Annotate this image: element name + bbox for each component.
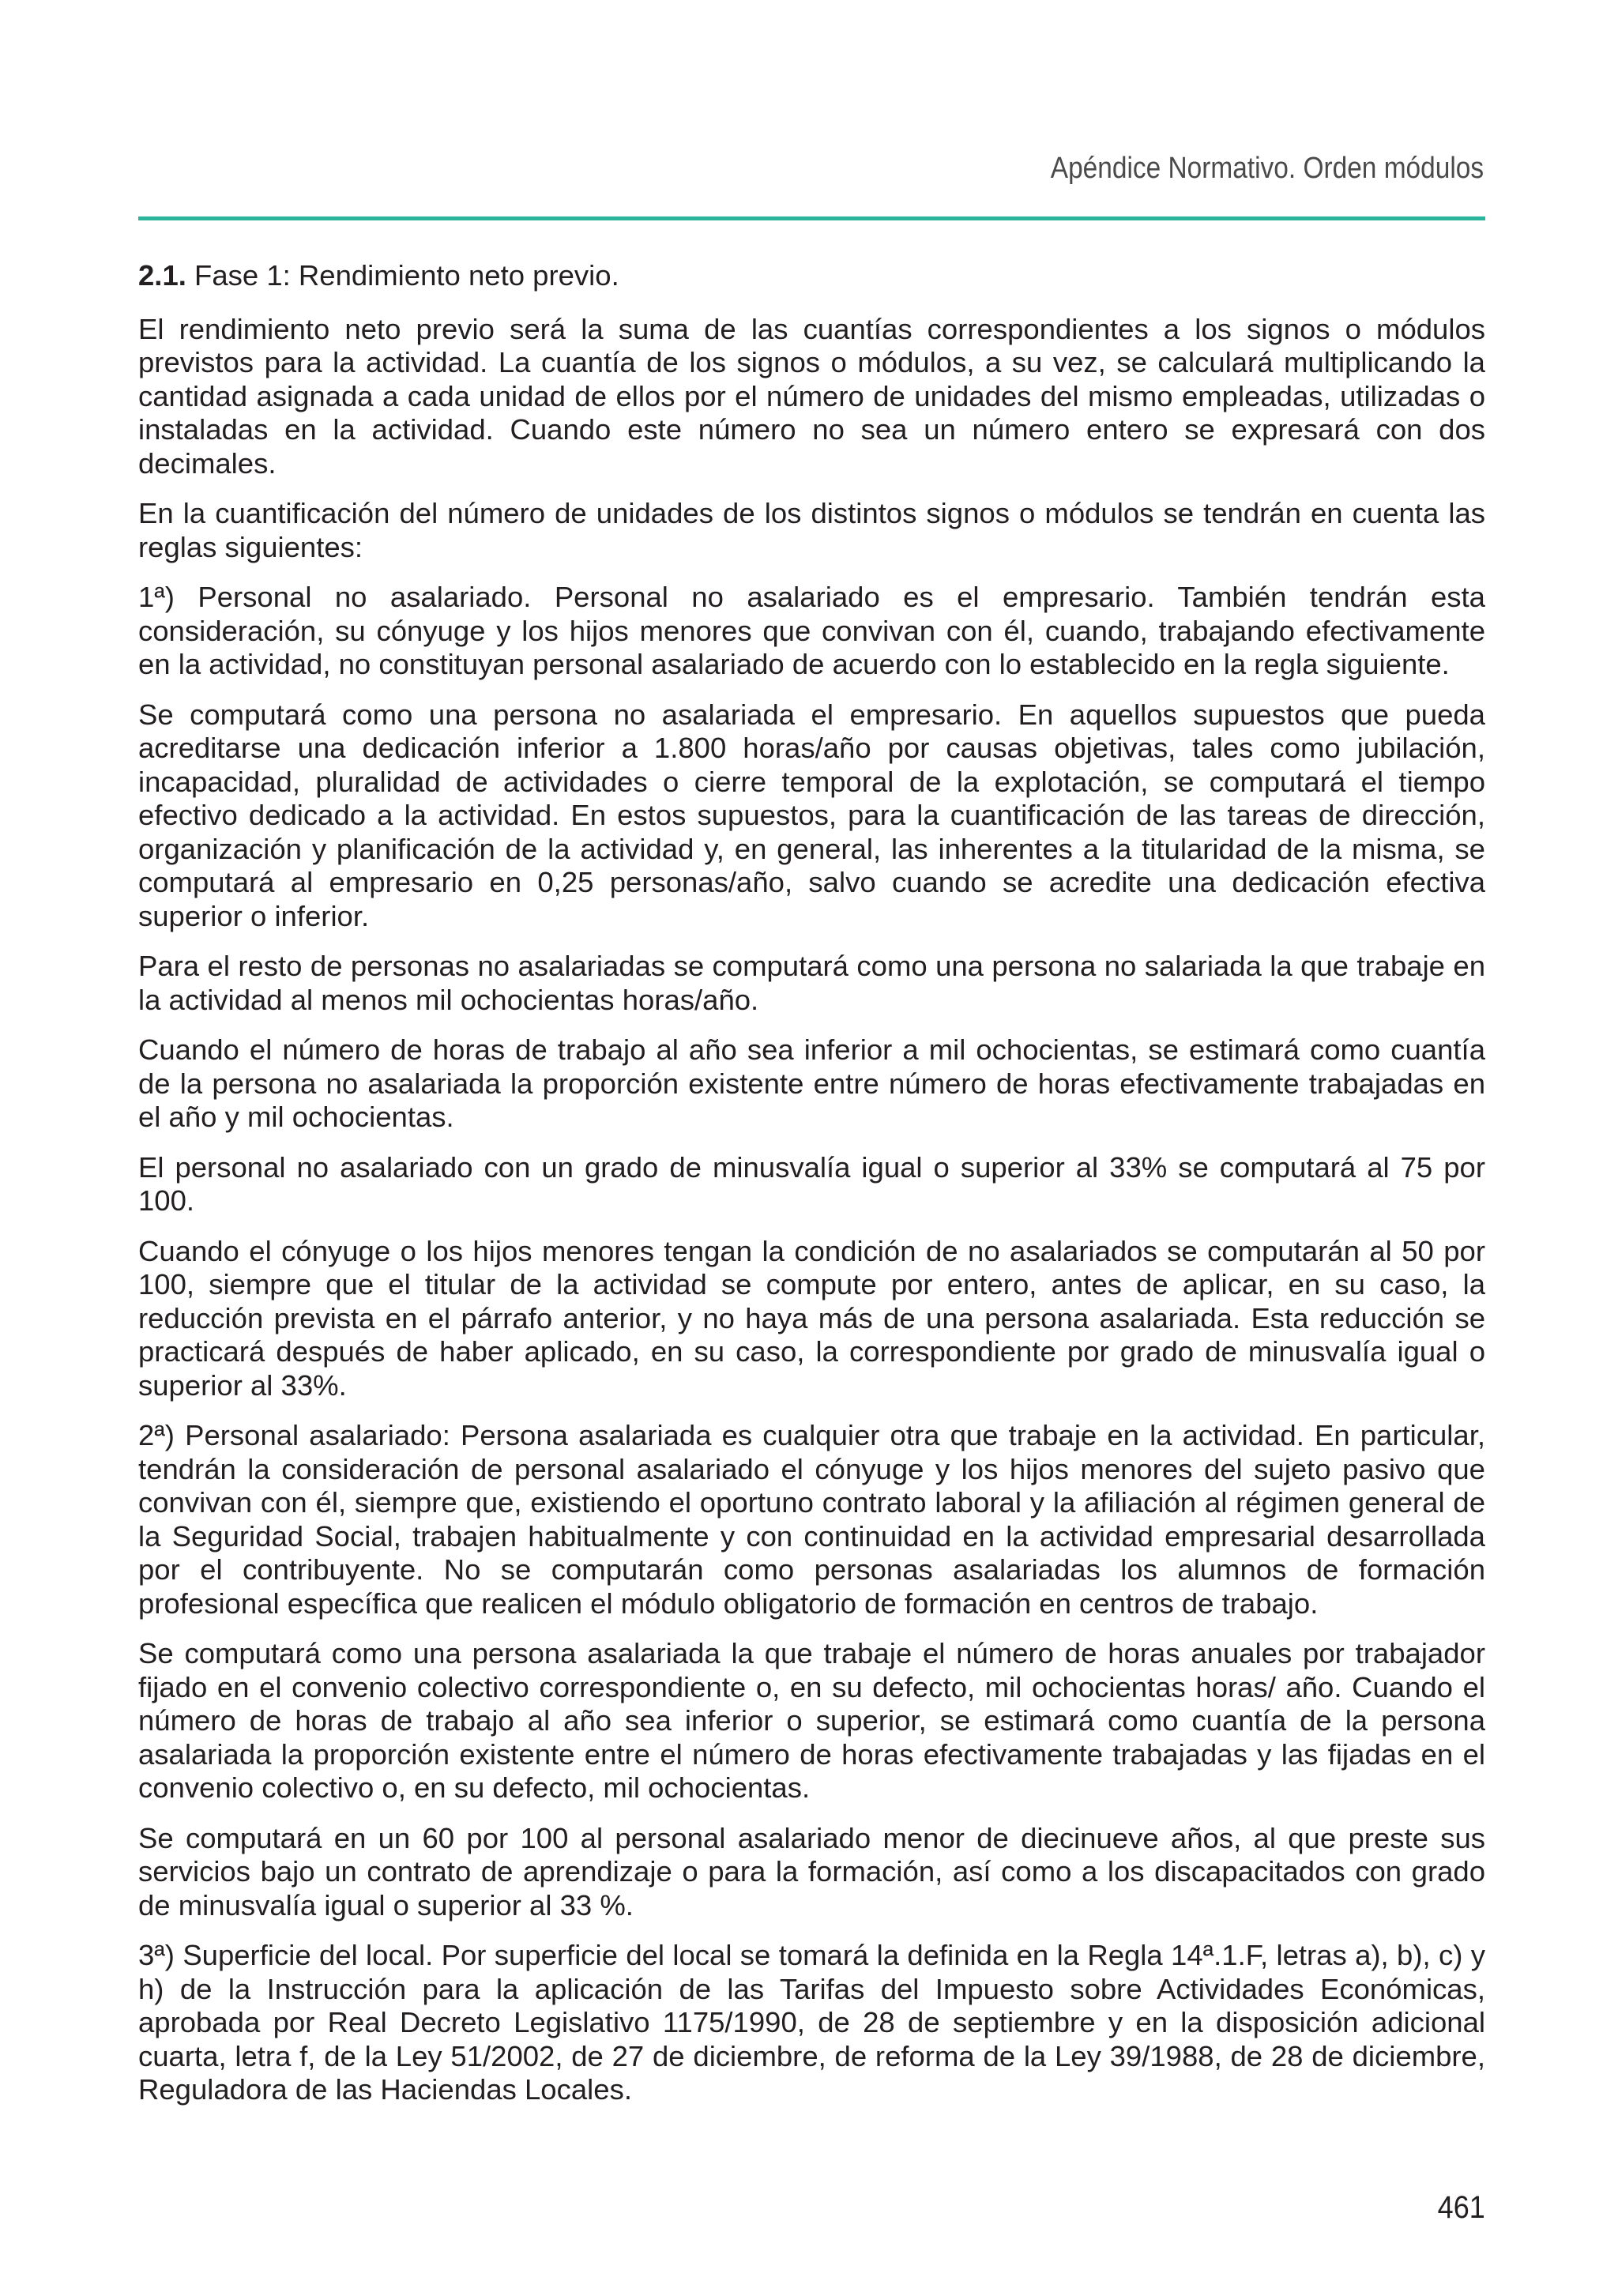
paragraph: Para el resto de personas no asalariadas se computará como una persona no salariada la que trabaje en la actividad al menos mil ochocientas horas/año. (138, 950, 1485, 1016)
page-body (138, 259, 1485, 2124)
paragraph: Se computará en un 60 por 100 al personal asalariado menor de diecinueve años, al que preste sus servicios bajo un contrato de aprendizaje o para la formación, así como a los discapacitados con grado de minusvalía igual o superior al 33 %. (138, 1821, 1485, 1921)
section-heading (138, 259, 1485, 293)
running-header: Apéndice Normativo. Orden módulos (1050, 152, 1484, 185)
paragraph: Se computará como una persona asalariada la que trabaje el número de horas anuales por trabajador fijado en el convenio colectivo correspondiente o, en su defecto, mil ochocientas horas/ año. Cuando el número de horas de trabajo al año sea inferior o superior, se estimará como cuantía de la persona asalariada la proporción existente entre el número de horas efectivamente trabajadas y las fijadas en el convenio colectivo o, en su defecto, mil ochocientas. (138, 1637, 1485, 1804)
paragraph: 1ª) Personal no asalariado. Personal no asalariado es el empresario. También tendrán esta consideración, su cónyuge y los hijos menores que convivan con él, cuando, trabajando efectivamente en la actividad, no constituyan personal asalariado de acuerdo con lo establecido en la regla siguiente. (138, 581, 1485, 680)
paragraph: Cuando el cónyuge o los hijos menores tengan la condición de no asalariados se computarán al 50 por 100, siempre que el titular de la actividad se compute por entero, antes de aplicar, en su caso, la reducción prevista en el párrafo anterior, y no haya más de una persona asalariada. Esta reducción se practicará después de haber aplicado, en su caso, la correspondiente por grado de minusvalía igual o superior al 33%. (138, 1234, 1485, 1402)
header-divider (138, 216, 1485, 220)
paragraph: Cuando el número de horas de trabajo al año sea inferior a mil ochocientas, se estimará como cuantía de la persona no asalariada la proporción existente entre número de horas efectivamente trabajadas en el año y mil ochocientas. (138, 1033, 1485, 1133)
paragraph: El rendimiento neto previo será la suma de las cuantías correspondientes a los signos o módulos previstos para la actividad. La cuantía de los signos o módulos, a su vez, se calculará multiplicando la cantidad asignada a cada unidad de ellos por el número de unidades del mismo empleadas, utilizadas o instaladas en la actividad. Cuando este número no sea un número entero se expresará con dos decimales. (138, 312, 1485, 480)
section-number: 2.1. (138, 259, 186, 292)
paragraph: En la cuantificación del número de unidades de los distintos signos o módulos se tendrán en cuenta las reglas siguientes: (138, 497, 1485, 563)
page-number: 461 (1437, 2190, 1485, 2225)
paragraph: 3ª) Superficie del local. Por superficie del local se tomará la definida en la Regla 14ª.1.F, letras a), b), c) y h) de la Instrucción para la aplicación de las Tarifas del Impuesto sobre Actividades Económicas, aprobada por Real Decreto Legislativo 1175/1990, de 28 de septiembre y en la disposición adicional cuarta, letra f, de la Ley 51/2002, de 27 de diciembre, de reforma de la Ley 39/1988, de 28 de diciembre, Reguladora de las Haciendas Locales. (138, 1939, 1485, 2106)
paragraph: Se computará como una persona no asalariada el empresario. En aquellos supuestos que pueda acreditarse una dedicación inferior a 1.800 horas/año por causas objetivas, tales como jubilación, incapacidad, pluralidad de actividades o cierre temporal de la explotación, se computará el tiempo efectivo dedicado a la actividad. En estos supuestos, para la cuantificación de las tareas de dirección, organización y planificación de la actividad y, en general, las inherentes a la titularidad de la misma, se computará al empresario en 0,25 personas/año, salvo cuando se acredite una dedicación efectiva superior o inferior. (138, 698, 1485, 932)
section-title: Fase 1: Rendimiento neto previo. (194, 259, 619, 292)
paragraph: 2ª) Personal asalariado: Persona asalariada es cualquier otra que trabaje en la actividad. En particular, tendrán la consideración de personal asalariado el cónyuge y los hijos menores del sujeto pasivo que convivan con él, siempre que, existiendo el oportuno contrato laboral y la afiliación al régimen general de la Seguridad Social, trabajen habitualmente y con continuidad en la actividad empresarial desarrollada por el contribuyente. No se computarán como personas asalariadas los alumnos de formación profesional específica que realicen el módulo obligatorio de formación en centros de trabajo. (138, 1419, 1485, 1620)
paragraph: El personal no asalariado con un grado de minusvalía igual o superior al 33% se computará al 75 por 100. (138, 1150, 1485, 1217)
